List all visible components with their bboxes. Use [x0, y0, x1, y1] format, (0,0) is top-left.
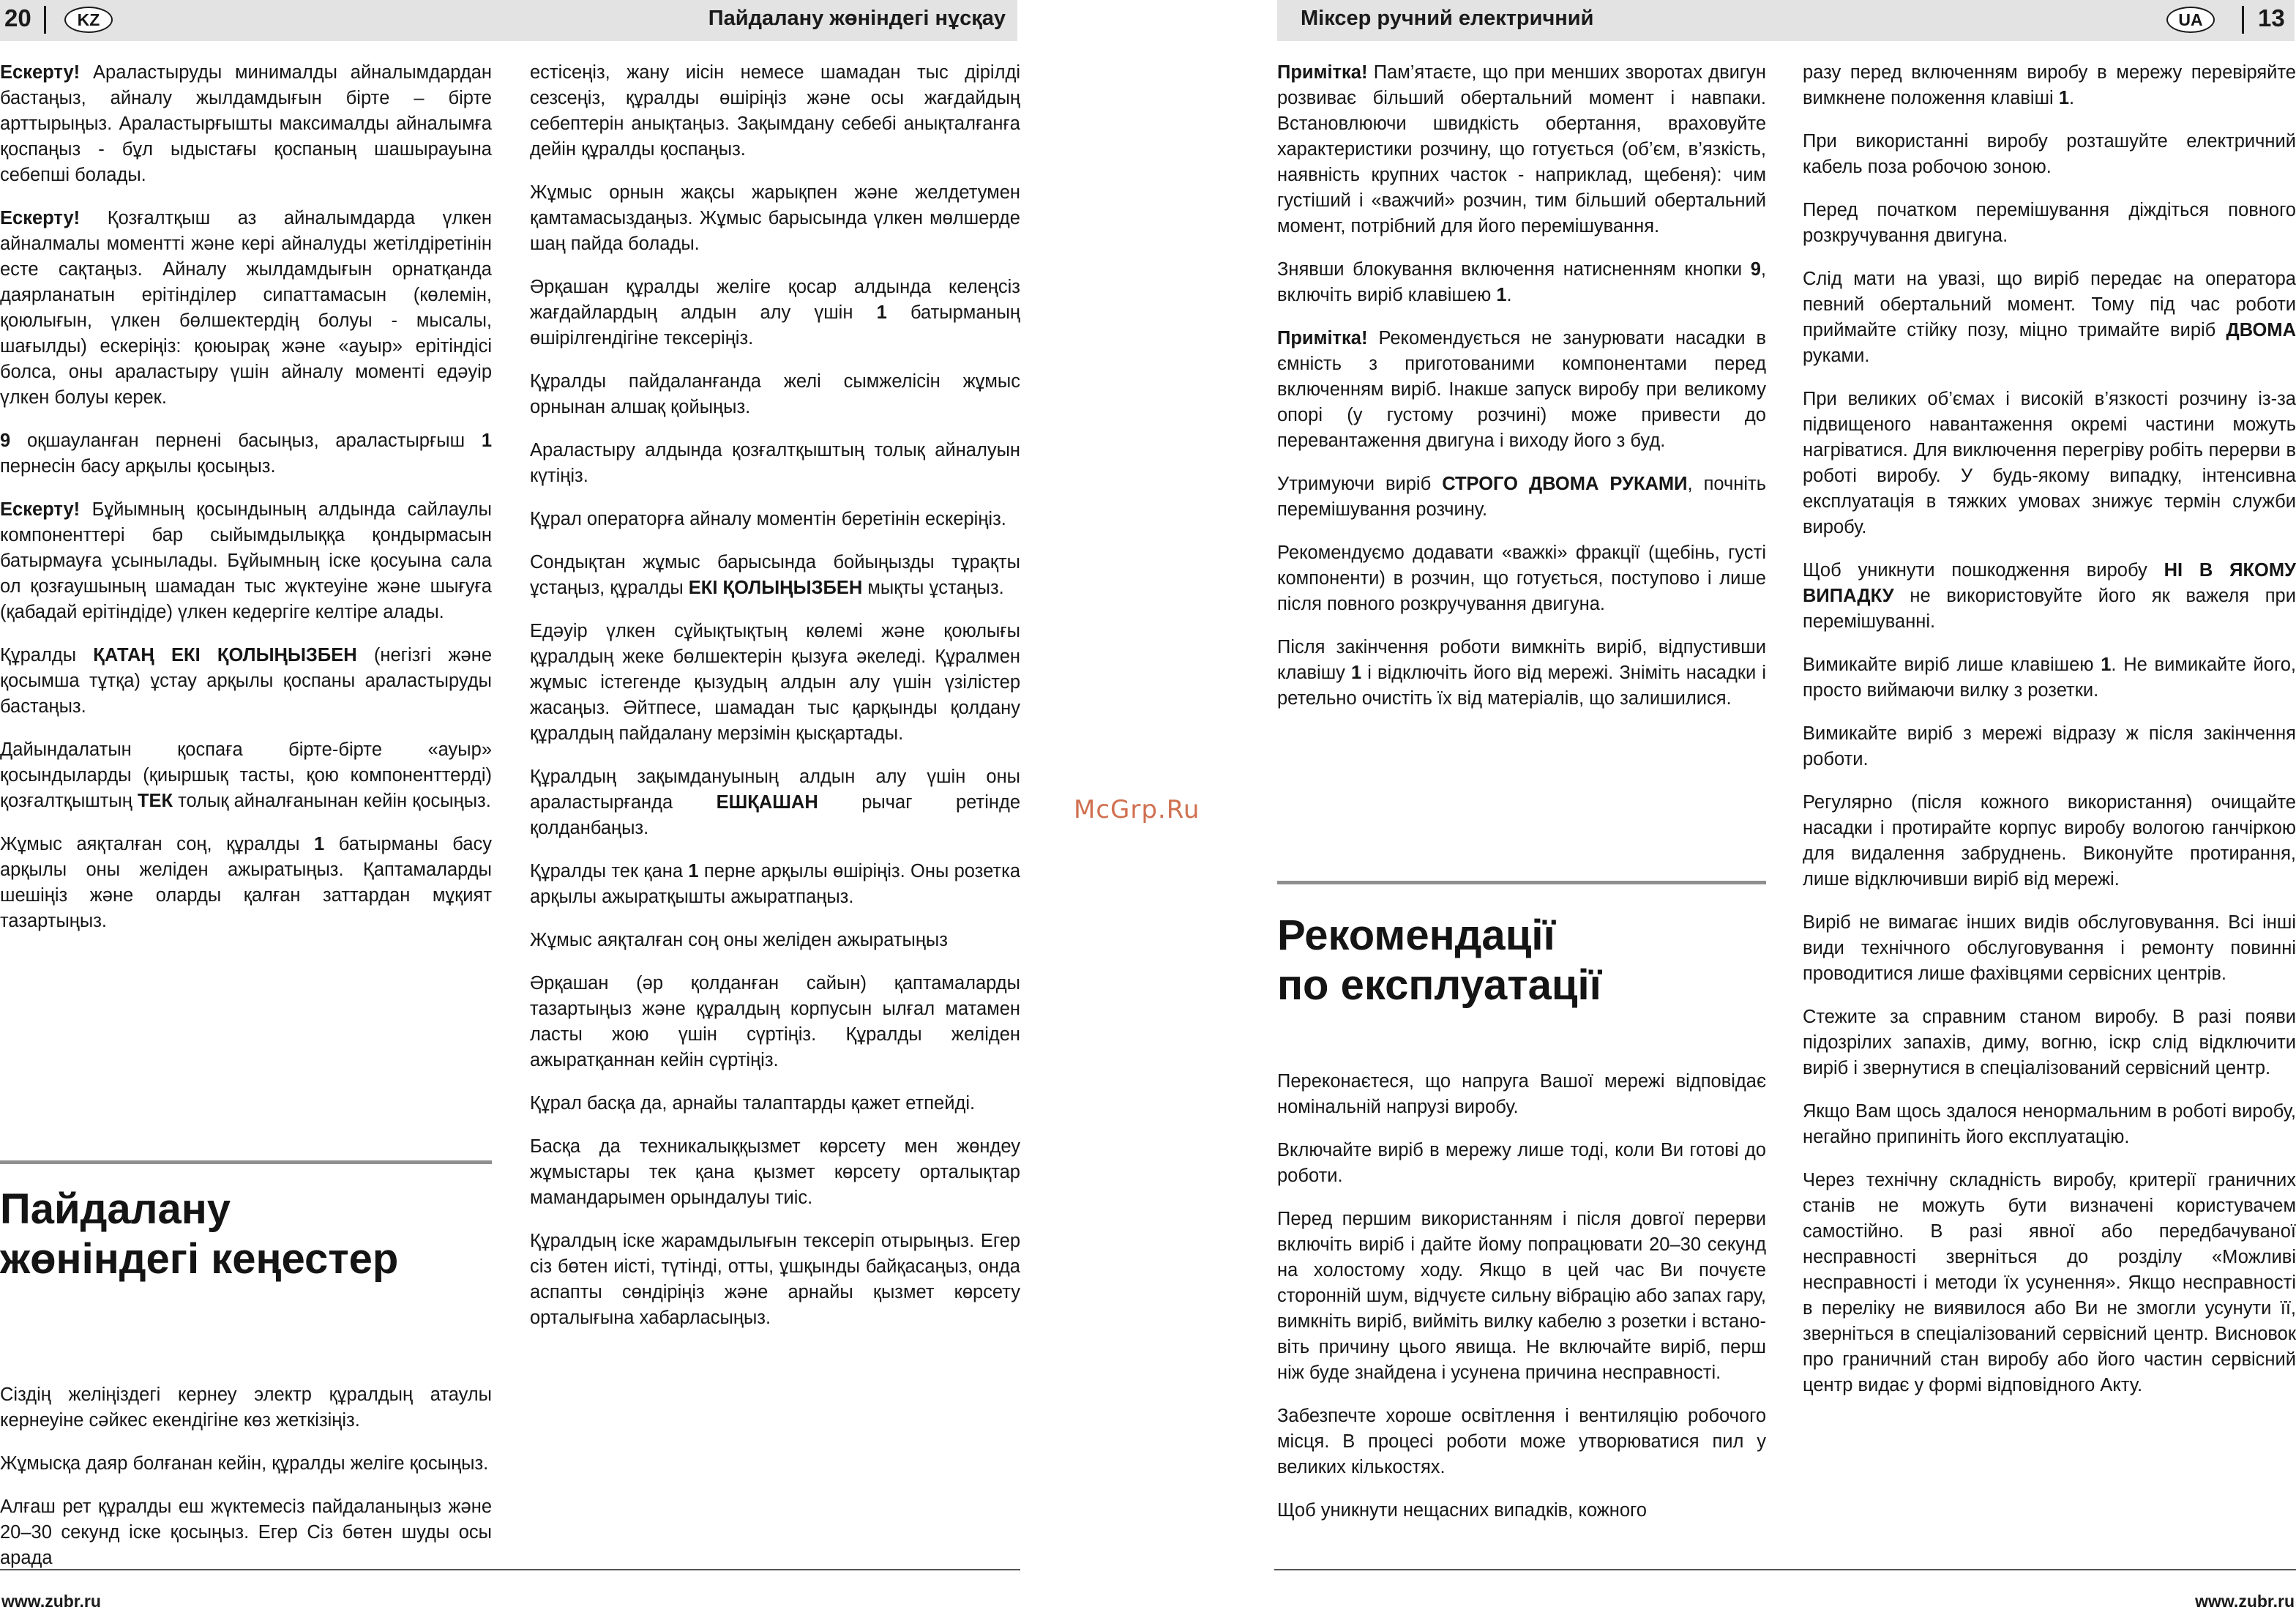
paragraph: Ескерту! Бұйымның қосындының алдында сайлаулы компоненттері бар сыйымдылыққа қондырмасын батырмауға ұсынылады. Бұйымның іске қосуына сала ол қозғаушының шамадан тыс жүктеуіне және шығуға (қабадай ерітіндіде) үлкен кедергіге келтіре алады. — [0, 499, 492, 622]
left-column-1 — [0, 60, 492, 952]
paragraph: Әрқашан (әр қолданған сайын) қаптамаларды тазартыңыз және құралдың корпусын ылғал матамен ласты жою үшін сүртіңіз. Құралды желіден ажыратқаннан кейін сүртіңіз. — [530, 973, 1020, 1070]
paragraph: Басқа да техникалыққызмет көрсету мен жөндеу жұмыстары тек қана қызмет көрсету орталықтар мамандарымен орындалуы тиіс. — [530, 1136, 1020, 1208]
paragraph: Құрал операторға айналу моментін беретінін ескеріңіз. — [530, 509, 1006, 529]
right-page-header — [1277, 0, 2295, 41]
text-block — [0, 1382, 492, 1571]
paragraph: Стежите за справним станом виробу. В разі появи підозрілих запахів, диму, вогню, іскр слід відключити виріб і звернутися в спеціалізований сервісний центр. — [1803, 1007, 2296, 1078]
paragraph: Рекомендуємо додавати «важкі» фракції (щебінь, густі компоненти) в розчин, що готується, поступово і лише після повного розкручування двигуна. — [1277, 543, 1766, 614]
section-title: Рекомендації по експлуатації — [1277, 911, 1601, 1009]
text-block — [1277, 1069, 1766, 1524]
paragraph: При великих об’ємах і високій в’язкості розчину із-за підвищеного навантаження окремі частини можуть нагріватися. Для виключення перегріву робіть перерви в роботі виробу. У будь-якому випадку, інтенсивна експлуатація в тяжких умовах знижує термін служби виробу. — [1803, 389, 2296, 537]
paragraph: Құралды пайдаланғанда желі сымжелісін жұмыс орнынан алшақ қойыңыз. — [530, 371, 1020, 417]
section-rule — [0, 1160, 492, 1164]
paragraph: Слід мати на увазі, що виріб передає на оператора певний обертальний момент. Тому під час роботи приймайте стійку позу, міцно тримайте виріб ДВОМА руками. — [1803, 269, 2296, 366]
paragraph: Араластыру алдында қозғалтқыштың толық айналуын күтіңіз. — [530, 440, 1020, 486]
paragraph: Дайындалатын қоспаға біртe-біртe «ауыр» қосындыларды (қиыршық тасты, қою компоненттерді) қозғалтқыштың ТЕК толық айналғанынан кейін қосыңыз. — [0, 739, 492, 811]
left-page — [0, 0, 1021, 1618]
paragraph: Жұмыс орнын жақсы жарықпен және желдетумен қамтамасыздаңыз. Жұмыс барысында үлкен мөлшерде шаң пайда болады. — [530, 182, 1020, 254]
paragraph: 9 оқшауланған пернені басыңыз, араластырғыш 1 пернесін басу арқылы қосыңыз. — [0, 430, 492, 477]
paragraph: Едәуір үлкен сұйықтықтың көлемі және қоюлығы құралдың жеке бөлшектерін қызуға әкеледі. Құралмен жұмыс істегенде қызудың алдын алу үшін үзілістер жасаңыз. Әйтпесе, шамадан тыс қарқынды қолдану құралдың пайдалану мерзімін қысқартады. — [530, 621, 1020, 744]
paragraph: При використанні виробу розташуйте електричний кабель поза робочою зоною. — [1803, 131, 2296, 177]
paragraph: Құралды ҚАТАҢ ЕКІ ҚОЛЫҢЫЗБЕН (негізгі және қосымша тұтқа) ұстау арқылы қоспаны араластыруды бастаңыз. — [0, 645, 492, 717]
paragraph: Жұмыс аяқталған соң оны желіден ажыратыңыз — [530, 930, 948, 950]
paragraph: Вимикайте виріб лише клавішею 1. Не вимикайте його, просто виймаючи вилку з розетки. — [1803, 655, 2296, 701]
footer-url: www.zubr.ru — [1, 1592, 101, 1611]
paragraph: Утримуючи виріб СТРОГО ДВОМА РУКАМИ, почніть перемішування розчину. — [1277, 474, 1766, 520]
paragraph: Щоб уникнути нещасних випадків, кожного — [1277, 1500, 1647, 1521]
paragraph: Щоб уникнути пошкодження виробу НІ В ЯКОМУ ВИПАДКУ не використовуйте його як важеля при перемішуванні. — [1803, 560, 2296, 632]
paragraph: Включайте виріб в мережу лише тоді, коли Ви готові до роботи. — [1277, 1140, 1766, 1186]
paragraph: Ескерту! Қозғалтқыш аз айналымдарда үлкен айналмалы моментті және кері айналуды жетілдіретінін есте сақтаңыз. Айналу жылдамдығын орнатқанда даярланатын ерітінділер сипаттамасын (көлемін, қоюлығын, үлкен бөлшектердің болуы - мысалы, шағылды) ескеріңіз: қоюырақ және «ауыр» ерітіндісі болса, оны араластыру үшін айналу моменті едәуір үлкен болуы керек. — [0, 208, 492, 408]
text-block — [1277, 60, 1766, 712]
header-separator — [44, 6, 46, 34]
right-column-1-lower — [1277, 1069, 1766, 1541]
paragraph: Регулярно (після кожного використання) очищайте насадки і протирайте корпус виробу вологою ганчіркою для видалення забруднень. Виконуйте протирання, лише відключивши виріб від мережі. — [1803, 792, 2296, 890]
left-page-header — [0, 0, 1017, 41]
paragraph: Перед першим використанням і після довгої перерви включіть виріб і дайте йому попрацювати 20–30 секунд на холостому ходу. Якщо в цей час Ви почуєте сторонній шум, відчуєте сильну вібрацію або запах гару, вимкніть виріб, вийміть вилку кабелю з розетки і встановіть причину цього явища. Не включайте виріб, перш ніж буде знайдена і усунена причина несправності. — [1277, 1209, 1766, 1383]
footer-rule — [0, 1569, 1020, 1570]
paragraph: Через технічну складність виробу, критерії граничних станів не можуть бути визначені користувачем самостійно. В разі явної або передбачуваної несправності зверніться до розділу «Можливі несправності і методи їх усунення». Якщо несправності в переліку не виявилося або Ви не змогли усунути її, зверніться в спеціалізований сервісний центр. Висновок про граничний стан виробу або його частин сервісний центр видає у формі відповідного Акту. — [1803, 1170, 2296, 1395]
language-badge: UA — [2166, 7, 2215, 33]
page-number: 13 — [2258, 4, 2285, 31]
paragraph: Виріб не вимагає інших видів обслуговування. Всі інші види технічного обслуговування і ремонту повинні проводитися лише фахівцями сервісних центрів. — [1803, 912, 2296, 984]
paragraph: Ескерту! Араластыруды минималды айналымдардан бастаңыз, айналу жылдамдығын біртe – бірте арттырыңыз. Араластырғышты максималды айналымға қоспаңыз - бұл ыдыстағы қоспаның шашырауына себепші болады. — [0, 62, 492, 185]
right-page — [1277, 0, 2295, 1618]
text-block — [1803, 60, 2296, 1398]
header-title: Пайдалану жөніндегі нұсқау — [708, 7, 1006, 30]
paragraph: Құралдың зақымдануының алдын алу үшін оны араластырғанда ЕШҚАШАН рычаг ретінде қолданбаңыз. — [530, 767, 1021, 838]
paragraph: Якщо Вам щось здалося ненормальним в роботі виробу, негайно припиніть його експлуатацію. — [1803, 1101, 2296, 1147]
paragraph: Құралды тек қана 1 перне арқылы өшіріңіз. Оны розетка арқылы ажыратқышты ажыратпаңыз. — [530, 861, 1020, 907]
page-number: 20 — [4, 4, 31, 31]
paragraph: Вимикайте виріб з мережі відразу ж після закінчення роботи. — [1803, 723, 2296, 769]
paragraph: Сондықтан жұмыс барысында бойыңызды тұрақты ұстаңыз, құралды ЕКІ ҚОЛЫҢЫЗБЕН мықты ұстаңыз. — [530, 552, 1020, 598]
paragraph: Після закінчення роботи вимкніть виріб, відпустивши клавішу 1 і відключіть його від мережі. Зніміть насадки і ретельно очистіть їх від матеріалів, що залишилися. — [1277, 637, 1766, 709]
paragraph: Жұмысқа даяр болғанан кейін, құралды желіге қосыңыз. — [0, 1453, 489, 1474]
paragraph: Примітка! Рекомендується не занурювати насадки в ємність з приготованими компонентами перед включенням виріб. Інакше запуск виробу при великому опорі (у густому розчині) може привести до перевантаження двигуна і виходу його з буд. — [1277, 328, 1766, 451]
section-heading-block — [1277, 881, 1766, 1010]
right-column-1 — [1277, 60, 1766, 729]
section-title: Пайдалану жөніндегі кеңестер — [0, 1185, 399, 1283]
left-column-2 — [530, 60, 1020, 1349]
right-column-2 — [1803, 60, 2296, 1416]
paragraph: Құрал басқа да, арнайы талаптарды қажет етпейді. — [530, 1093, 976, 1114]
paragraph: Переконаєтеся, що напруга Вашої мережі відповідає номінальній напрузі виробу. — [1277, 1071, 1766, 1117]
paragraph: Сіздің желіңіздегі кернеу электр құралдың атаулы кернеуіне сәйкес екендігіне көз жеткізіңіз. — [0, 1384, 492, 1431]
paragraph: разу перед включенням виробу в мережу перевіряйте вимкнене положення клавіші 1. — [1803, 62, 2296, 108]
text-block — [530, 60, 1020, 1331]
paragraph: Примітка! Пам’ятаєте, що при менших зворотах двигун розвиває більший обертальний момент і навпаки. Встановлюючи швидкість обертання, враховуйте характеристики розчину, що готується (об’єм, в’язкість, наявність крупних часток - наприклад, щебеня): чим густіший і «важчий» розчин, тим більший обертальний момент, потрібний для його перемішування. — [1277, 62, 1766, 236]
left-column-1-lower — [0, 1382, 492, 1589]
section-rule — [1277, 881, 1766, 884]
paragraph: Жұмыс аяқталған соң, құралды 1 батырманы басу арқылы оны желіден ажыратыңыз. Қаптамаларды шешіңіз және оларды қалған заттардан мұқият тазартыңыз. — [0, 834, 493, 931]
paragraph: Алғаш рет құралды еш жүктемесіз пайдаланыңыз және 20–30 секунд іске қосыңыз. Егер Сіз бөтен шуды осы арада — [0, 1496, 492, 1568]
paragraph: естісеңіз, жану иісін немесе шамадан тыс дірілді сезсеңіз, құралды өшіріңіз және осы жағдайдың себептерін анықтаңыз. Зақымдану себебі анықталғанға дейін құралды қоспаңыз. — [530, 62, 1020, 160]
header-title: Міксер ручний електричний — [1301, 7, 1594, 30]
language-badge: KZ — [64, 7, 113, 33]
paragraph: Перед початком перемішування діждіться повного розкручування двигуна. — [1803, 200, 2296, 246]
header-separator — [2242, 6, 2244, 34]
paragraph: Знявши блокування включення натисненням кнопки 9, включіть виріб клавішею 1. — [1277, 259, 1766, 305]
watermark: McGrp.Ru — [1074, 795, 1200, 824]
paragraph: Әрқашан құралды желіге қосар алдында келеңсіз жағдайлардың алдын алу үшін 1 батырманың өшірілгендігіне тексеріңіз. — [530, 277, 1021, 348]
footer-rule — [1274, 1569, 2296, 1570]
text-block — [0, 60, 492, 934]
paragraph: Забезпечте хороше освітлення і вентиляцію робочого місця. В процесі роботи може утворюватися пил у великих кількостях. — [1277, 1406, 1766, 1477]
footer-url: www.zubr.ru — [2195, 1592, 2295, 1611]
section-heading-block — [0, 1160, 492, 1284]
paragraph: Құралдың іске жарамдылығын тексеріп отырыңыз. Егер сіз бөтен иісті, түтінді, отты, ұшқынды байқасаңыз, онда аспапты сөндіріңіз және арнайы қызмет көрсету орталығына хабарласыңыз. — [530, 1231, 1020, 1328]
